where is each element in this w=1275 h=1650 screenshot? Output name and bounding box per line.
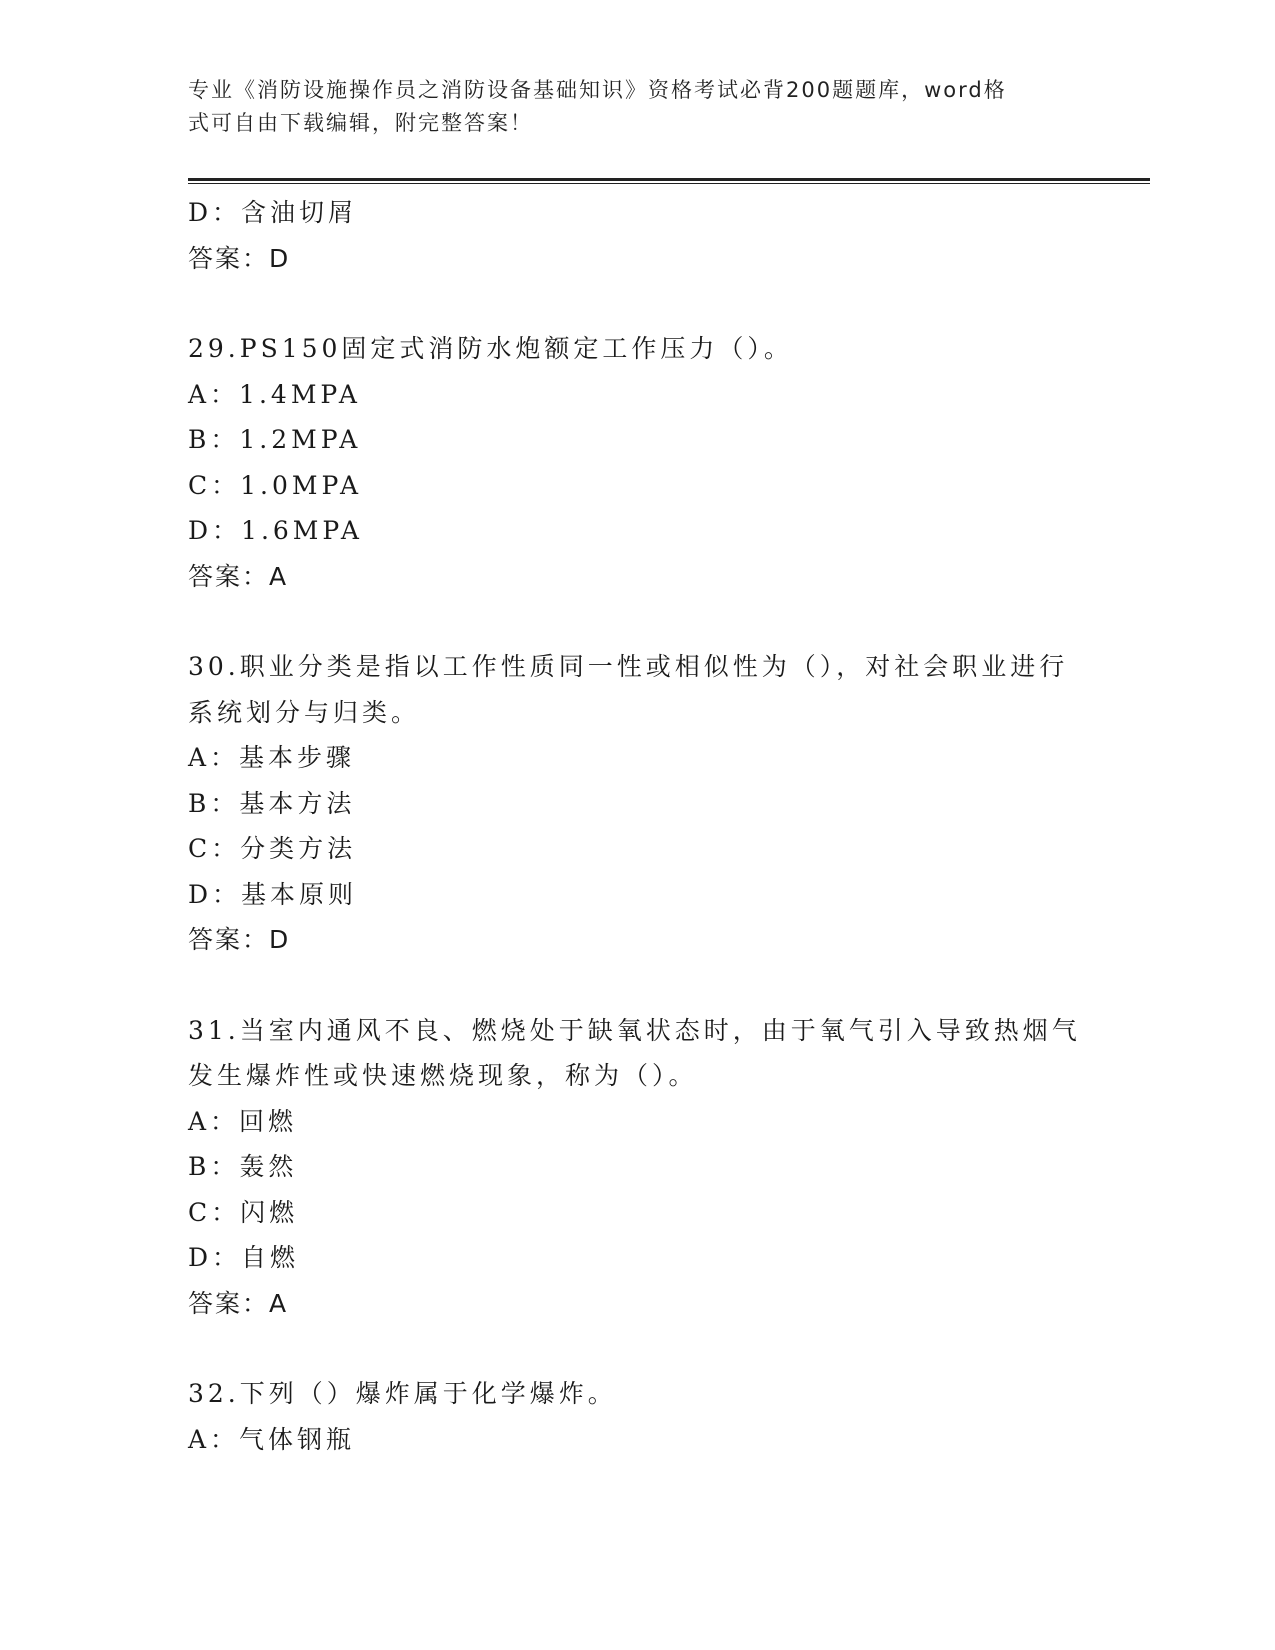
option-d: D：1.6MPA <box>188 516 363 545</box>
spacer <box>188 1326 1088 1371</box>
question-stem-continued: 系统划分与归类。 <box>188 697 421 727</box>
option-b: B：轰然 <box>188 1152 298 1181</box>
header-line-2: 式可自由下载编辑，附完整答案！ <box>188 111 533 135</box>
header-rule-thin <box>188 183 1150 184</box>
option-a: A：回燃 <box>188 1106 298 1136</box>
question-stem: 30.职业分类是指以工作性质同一性或相似性为（），对社会职业进行 <box>188 652 1069 681</box>
option-b: B：1.2MPA <box>188 425 362 454</box>
option-c: C：分类方法 <box>188 834 357 863</box>
question-31 <box>188 1008 1088 1327</box>
question-stem-continued: 发生爆炸性或快速燃烧现象，称为（）。 <box>188 1061 698 1090</box>
question-30 <box>188 644 1088 963</box>
option-c: C：1.0MPA <box>188 470 363 500</box>
header-rule-thick <box>188 178 1150 181</box>
option-a: A：气体钢瓶 <box>188 1424 356 1454</box>
question-29 <box>188 326 1088 599</box>
question-stem: 31.当室内通风不良、燃烧处于缺氧状态时，由于氧气引入导致热烟气 <box>188 1015 1081 1045</box>
question-stem: 32.下列（）爆炸属于化学爆炸。 <box>188 1379 617 1408</box>
header-line-1: 专业《消防设施操作员之消防设备基础知识》资格考试必背200题题库，word格 <box>188 78 1007 102</box>
answer: 答案：A <box>188 561 289 591</box>
option-a: A：1.4MPA <box>188 379 361 409</box>
document-header <box>188 74 1068 140</box>
prev-option-d: D：含油切屑 <box>188 198 358 227</box>
prev-answer: 答案：D <box>188 243 291 273</box>
spacer <box>188 281 1088 326</box>
option-c: C：闪燃 <box>188 1197 299 1227</box>
answer: 答案：A <box>188 1288 289 1318</box>
option-b: B：基本方法 <box>188 788 356 818</box>
spacer <box>188 599 1088 644</box>
option-a: A：基本步骤 <box>188 743 356 772</box>
answer: 答案：D <box>188 925 291 954</box>
question-32 <box>188 1371 1088 1462</box>
spacer <box>188 963 1088 1008</box>
document-body <box>188 190 1088 1462</box>
option-d: D：自燃 <box>188 1243 300 1272</box>
option-d: D：基本原则 <box>188 879 358 909</box>
question-stem: 29.PS150固定式消防水炮额定工作压力（）。 <box>188 334 793 363</box>
